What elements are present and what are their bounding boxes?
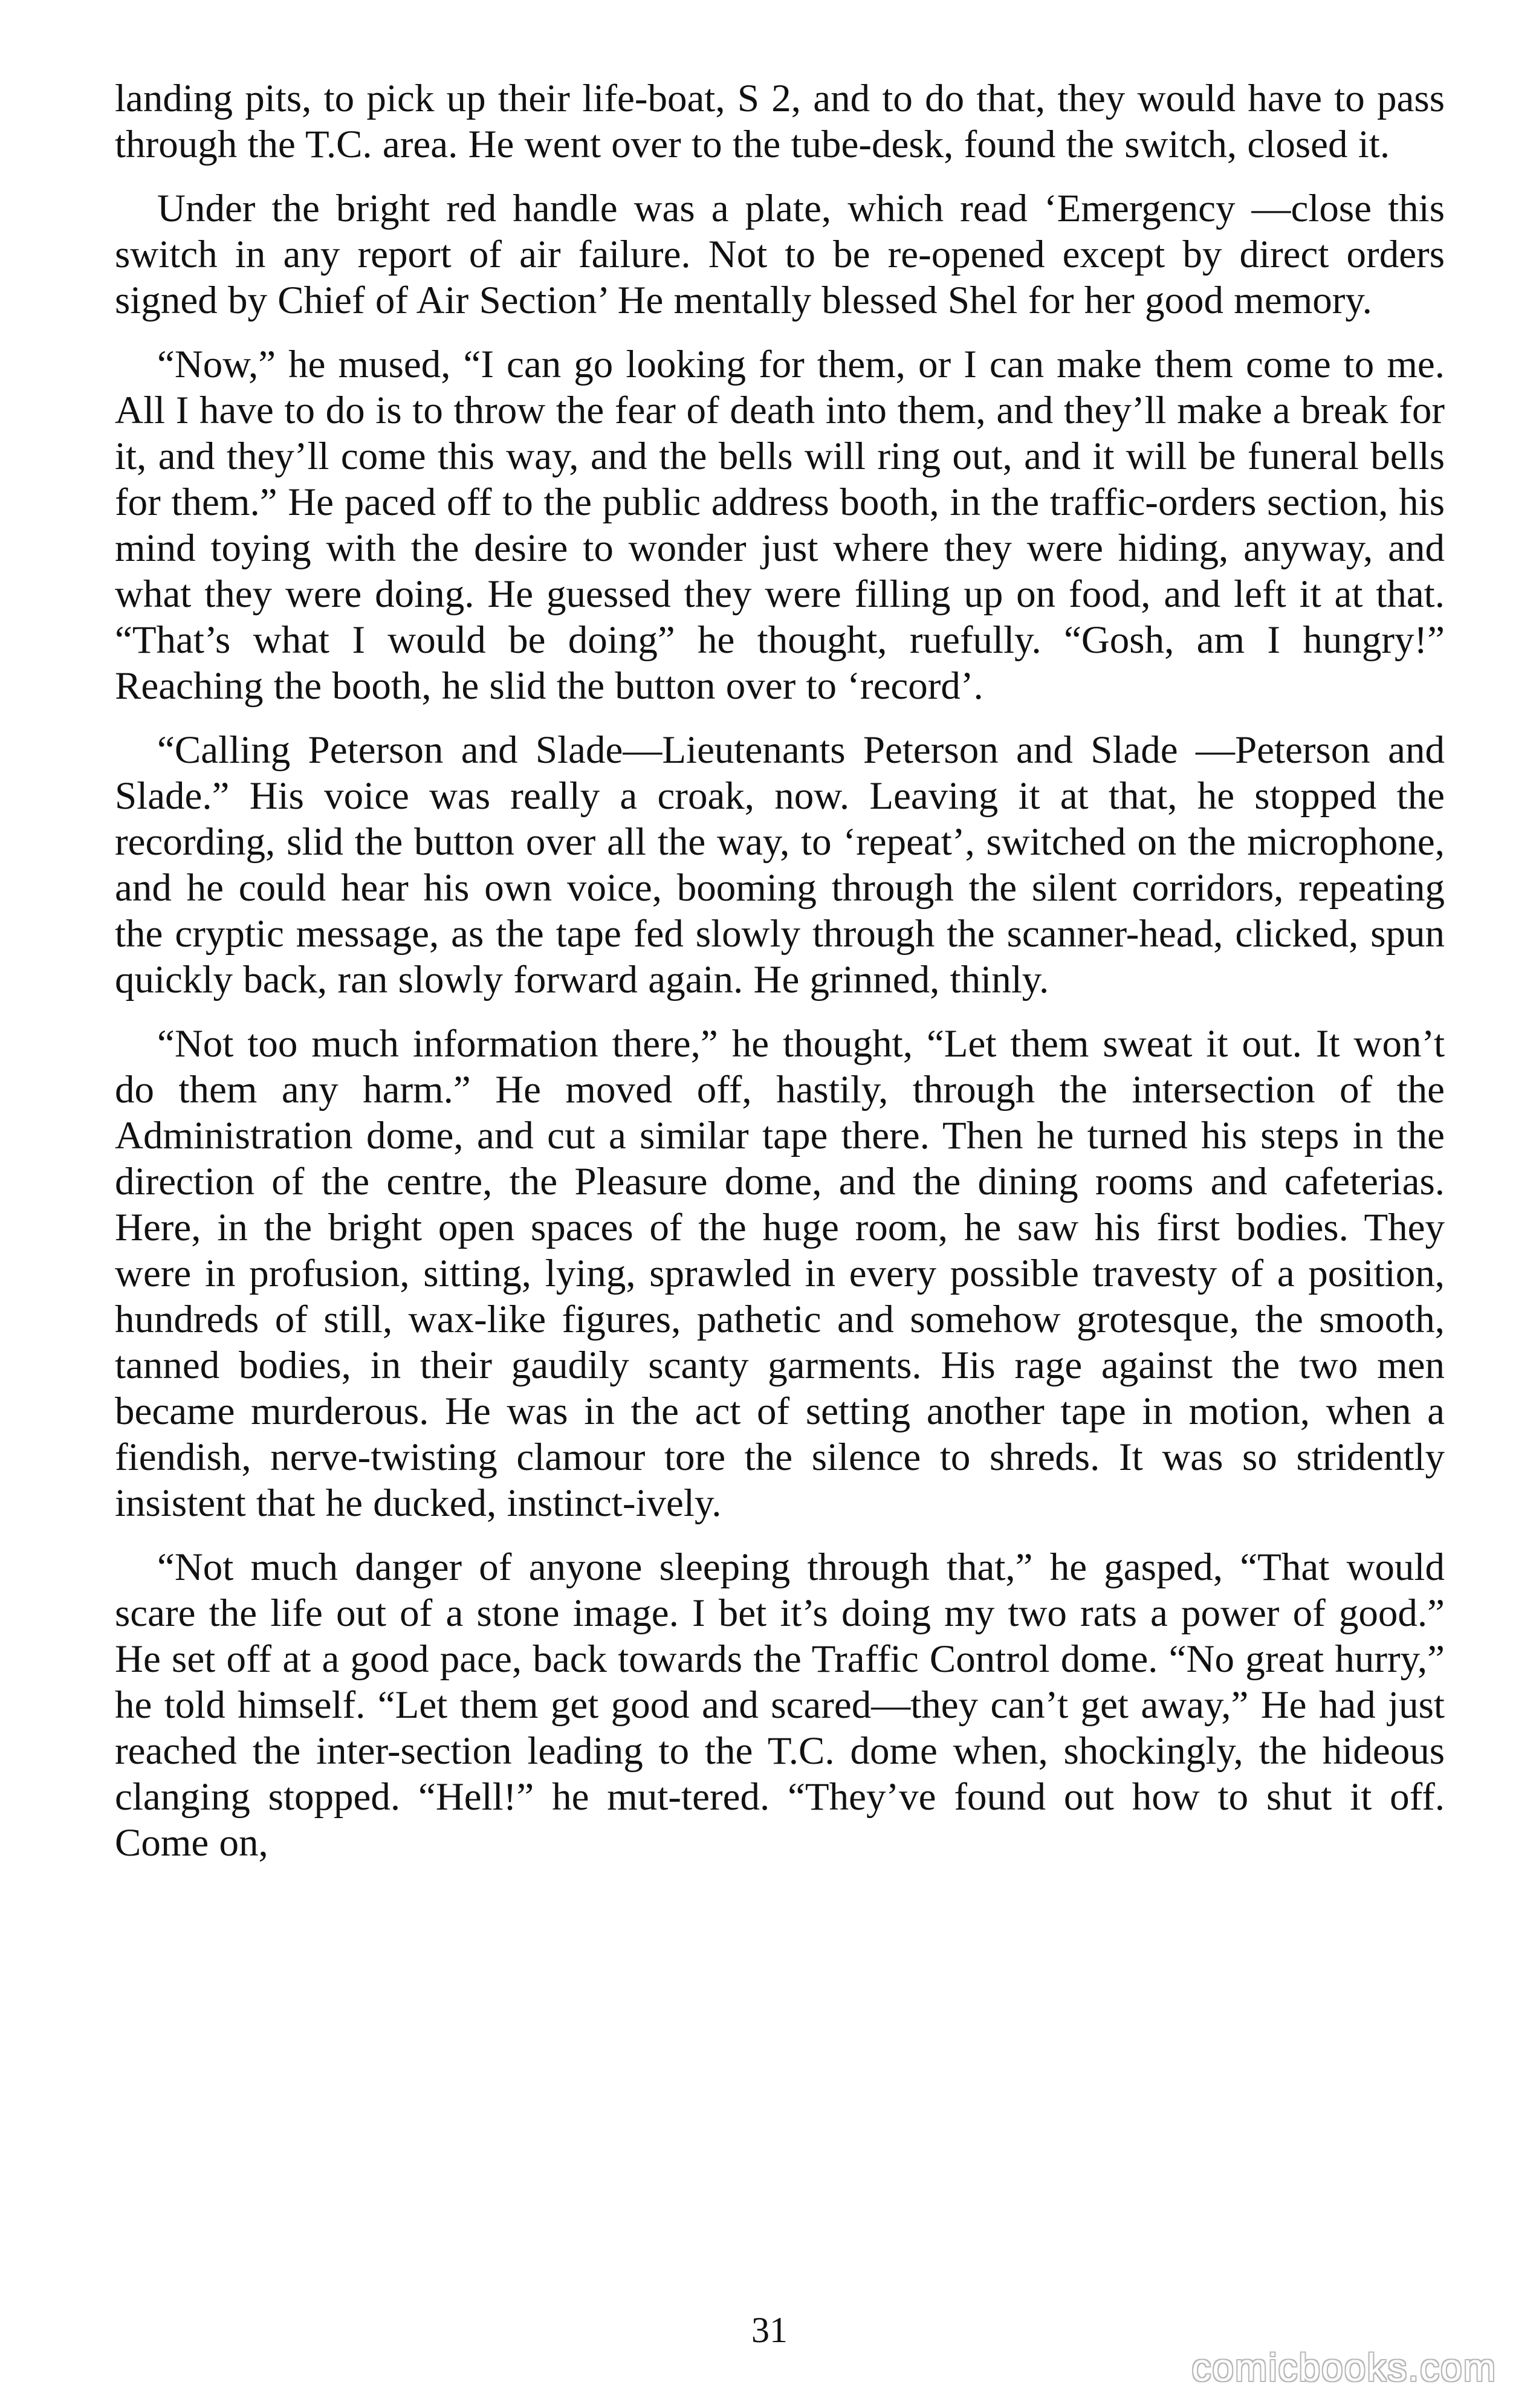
paragraph-1: landing pits, to pick up their life-boat, S 2, and to do that, they would have to pass through the T.C. area. He went over to the tube-desk, found the switch, closed it.	[115, 77, 1445, 166]
paragraph-5: “Not too much information there,” he thought, “Let them sweat it out. It won’t do them any harm.” He moved off, hastily, through the intersection of the Administration dome, and cut a similar tape there. Then he turned his steps in the direction of the centre, the Pleasure dome, and the dining rooms and cafeterias. Here, in the bright open spaces of the huge room, he saw his first bodies. They were in profusion, sitting, lying, sprawled in every possible travesty of a position, hundreds of still, wax-like figures, pathetic and somehow grotesque, the smooth, tanned bodies, in their gaudily scanty garments. His rage against the two men became murderous. He was in the act of setting another tape in motion, when a fiendish, nerve-twisting clamour tore the silence to shreds. It was so stridently insistent that he ducked, instinct-ively.	[115, 1022, 1445, 1525]
page-number: 31	[751, 2310, 788, 2350]
page-body	[115, 76, 1445, 1884]
paragraph-6: “Not much danger of anyone sleeping through that,” he gasped, “That would scare the life out of a stone image. I bet it’s doing my two rats a power of good.” He set off at a good pace, back towards the Traffic Control dome. “No great hurry,” he told himself. “Let them get good and scared—they can’t get away,” He had just reached the inter-section leading to the T.C. dome when, shockingly, the hideous clanging stopped. “Hell!” he mut-tered. “They’ve found out how to shut it off. Come on,	[115, 1545, 1445, 1865]
paragraph-3: “Now,” he mused, “I can go looking for them, or I can make them come to me. All I have to do is to throw the fear of death into them, and they’ll make a break for it, and they’ll come this way, and the bells will ring out, and it will be funeral bells for them.” He paced off to the public address booth, in the traffic-orders section, his mind toying with the desire to wonder just where they were hiding, anyway, and what they were doing. He guessed they were filling up on food, and left it at that. “That’s what I would be doing” he thought, ruefully. “Gosh, am I hungry!” Reaching the booth, he slid the button over to ‘record’.	[115, 343, 1445, 708]
watermark-logo: comicbooks.com	[1191, 2346, 1497, 2389]
paragraph-2: Under the bright red handle was a plate, which read ‘Emergency —close this switch in any report of air failure. Not to be re-opened except by direct orders signed by Chief of Air Section’ He mentally blessed Shel for her good memory.	[115, 187, 1445, 322]
paragraph-4: “Calling Peterson and Slade—Lieutenants Peterson and Slade —Peterson and Slade.” His voice was really a croak, now. Leaving it at that, he stopped the recording, slid the button over all the way, to ‘repeat’, switched on the microphone, and he could hear his own voice, booming through the silent corridors, repeating the cryptic message, as the tape fed slowly through the scanner-head, clicked, spun quickly back, ran slowly forward again. He grinned, thinly.	[115, 728, 1445, 1002]
